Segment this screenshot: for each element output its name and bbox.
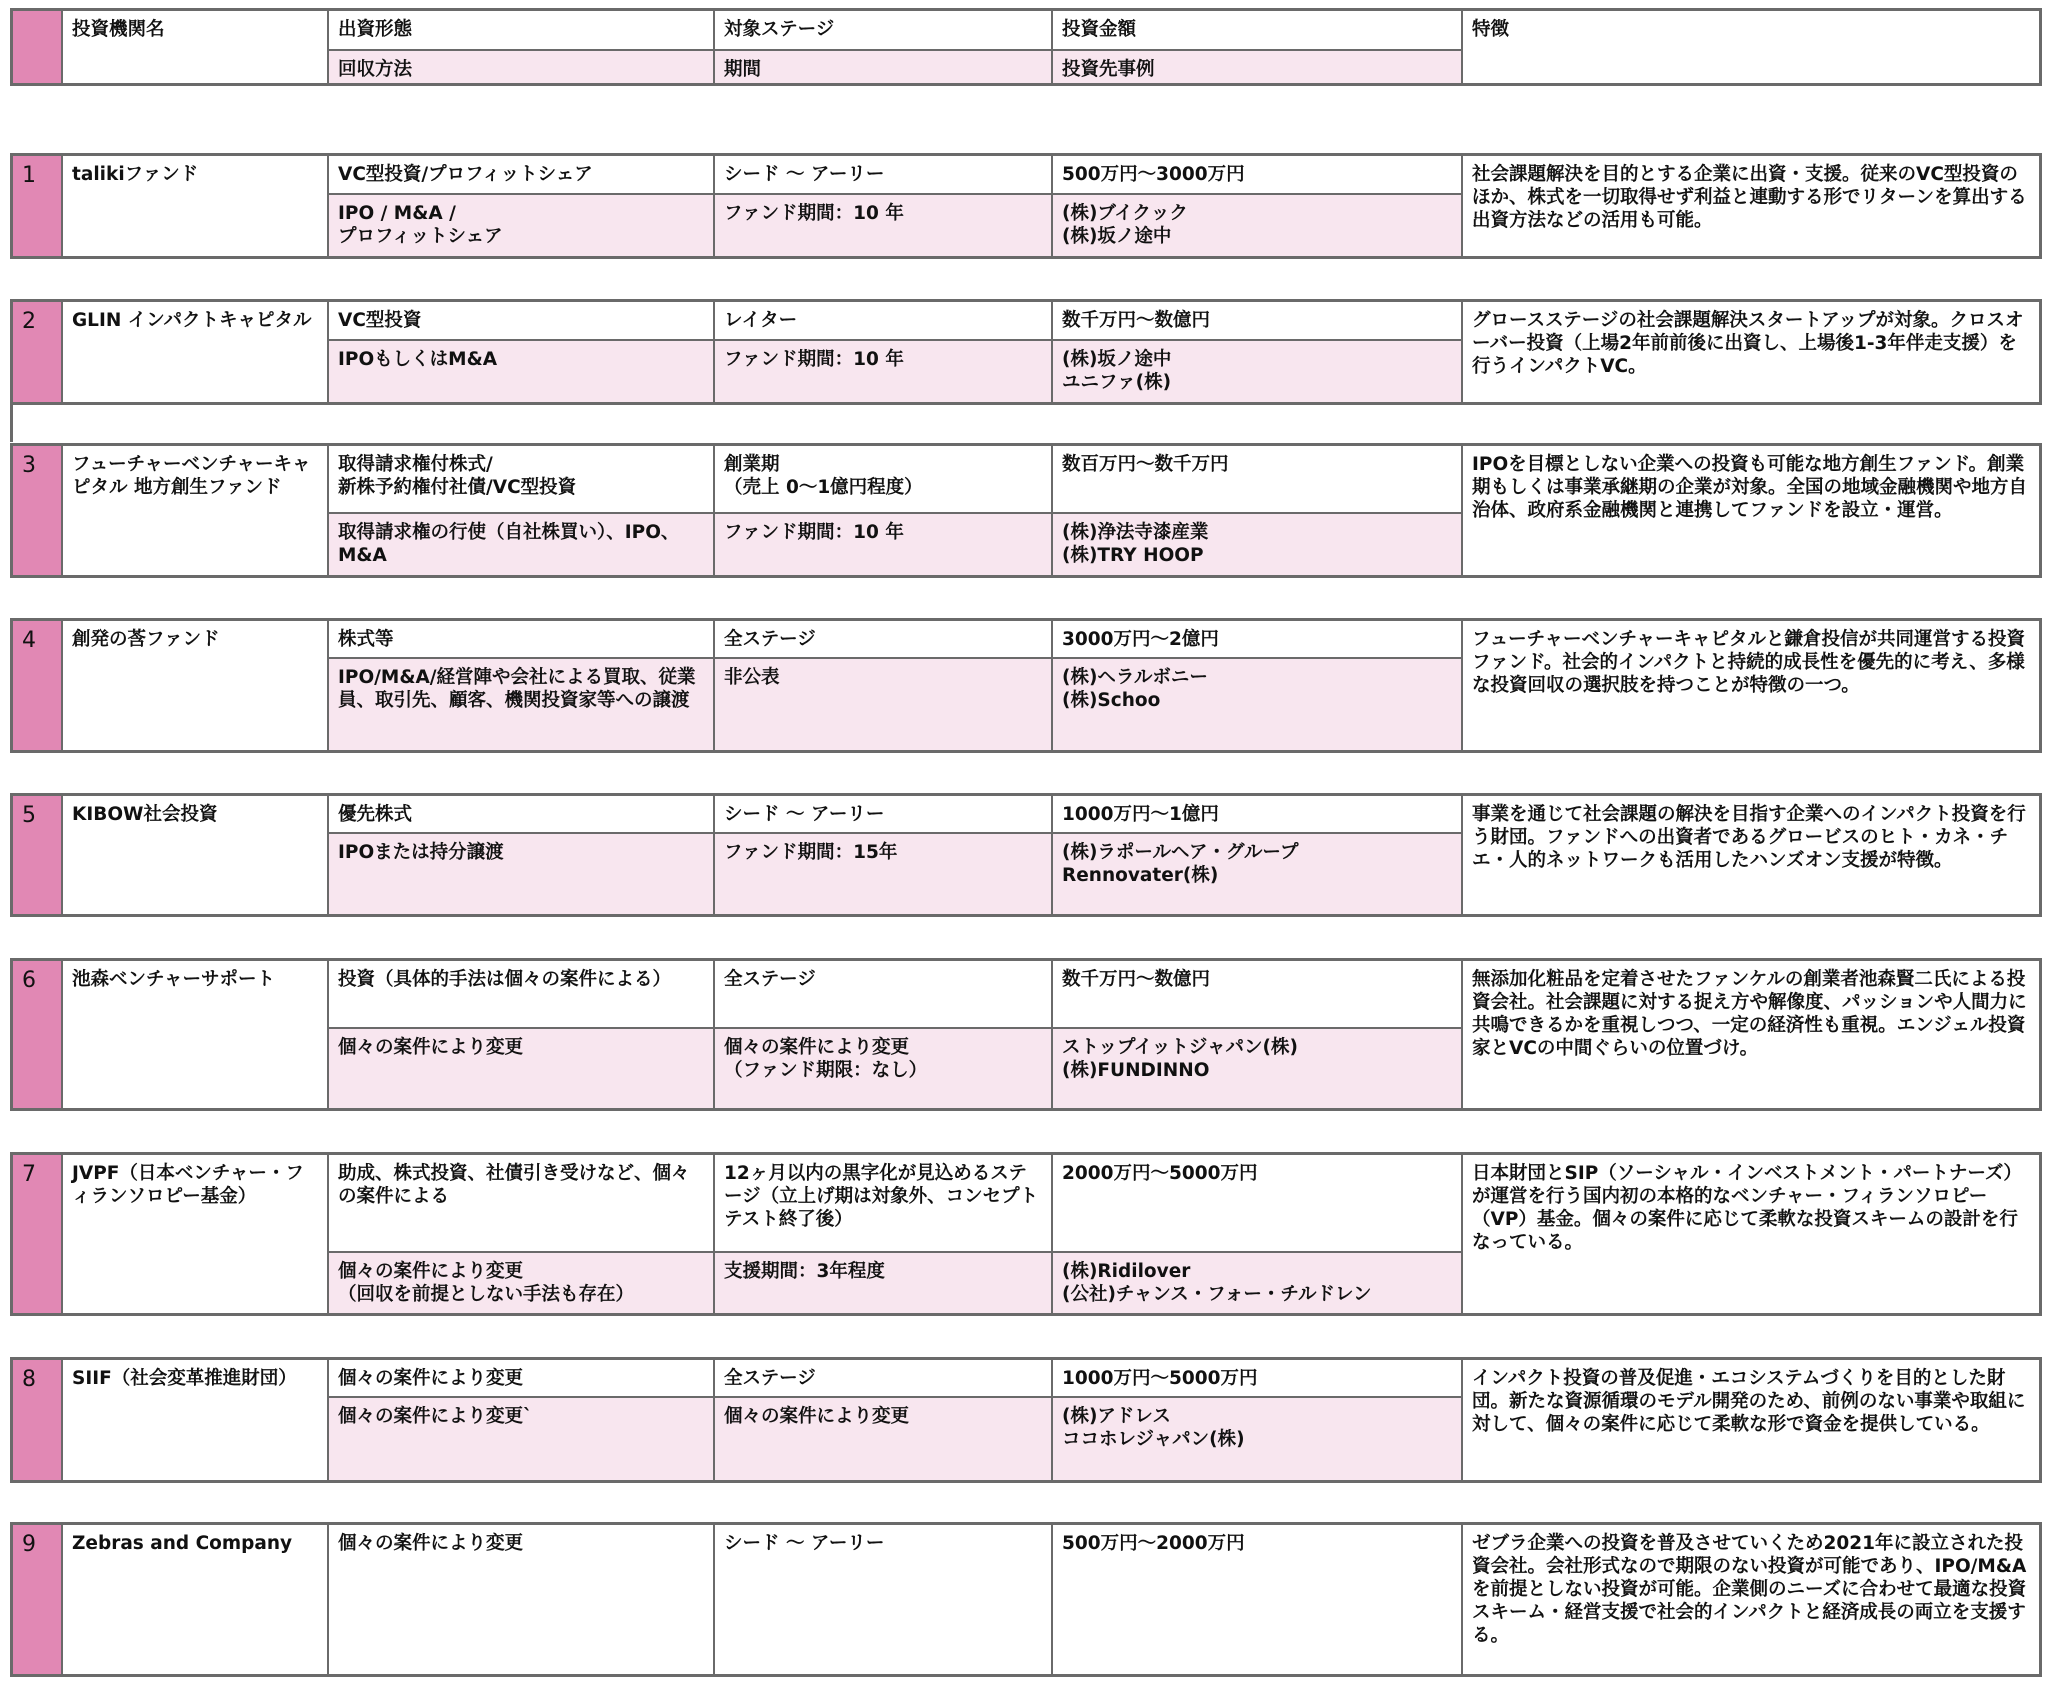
investor-name: Zebras and Company — [63, 1525, 329, 1674]
cell-feature: フューチャーベンチャーキャピタルと鎌倉投信が共同運営する投資ファンド。社会的インパクトと持続的成長性を優先的に考え、多様な投資回収の選択肢を持つことが特徴の一つ。 — [1472, 629, 2025, 696]
row-number: 6 — [13, 961, 63, 1108]
investor-name: KIBOW社会投資 — [63, 796, 329, 914]
row-number: 2 — [13, 302, 63, 402]
cell-portfolio: (株)坂ノ途中 ユニファ(株) — [1053, 339, 1463, 402]
cell-amount: 500万円〜2000万円 — [1053, 1525, 1463, 1674]
header-num-cell — [13, 11, 63, 83]
table-row — [10, 1357, 2042, 1483]
investor-name: フューチャーベンチャーキャピタル 地方創生ファンド — [63, 446, 329, 575]
cell-feature: 社会課題解決を目的とする企業に出資・支援。従来のVC型投資のほか、株式を一切取得せず利益と連動する形でリターンを算出する出資方法などの活用も可能。 — [1472, 164, 2027, 231]
cell-exit: 個々の案件により変更 — [329, 1027, 715, 1108]
cell-exit: 個々の案件により変更 （回収を前提としない手法も存在） — [329, 1251, 715, 1313]
header-form: 出資形態 — [329, 11, 715, 49]
cell-feature: IPOを目標としない企業への投資も可能な地方創生ファンド。創業期もしくは事業承継期の企業が対象。全国の地域金融機関や地方自治体、政府系金融機関と連携してファンドを設立・運営。 — [1472, 454, 2028, 521]
cell-form: 投資（具体的手法は個々の案件による） — [329, 961, 715, 1027]
row-number: 8 — [13, 1360, 63, 1480]
header-amount: 投資金額 — [1053, 11, 1463, 49]
cell-form: 取得請求権付株式/ 新株予約権付社債/VC型投資 — [329, 446, 715, 512]
cell-form: 優先株式 — [329, 796, 715, 832]
cell-stage: シード 〜 アーリー — [715, 796, 1053, 832]
cell-portfolio: (株)アドレス ココホレジャパン(株) — [1053, 1396, 1463, 1480]
cell-feature: 日本財団とSIP（ソーシャル・インベストメント・パートナーズ）が運営を行う国内初の本格的なベンチャー・フィランソロピー（VP）基金。個々の案件に応じて柔軟な投資スキームの設計を行なっている。 — [1472, 1163, 2022, 1253]
cell-stage: 創業期 （売上 0〜1億円程度） — [715, 446, 1053, 512]
row-number: 9 — [13, 1525, 63, 1674]
investor-name: 創発の莟ファンド — [63, 621, 329, 750]
cell-portfolio: (株)浄法寺漆産業 (株)TRY HOOP — [1053, 512, 1463, 575]
cell-portfolio: (株)ヘラルボニー (株)Schoo — [1053, 657, 1463, 750]
cell-form: 株式等 — [329, 621, 715, 657]
header-period: 期間 — [715, 49, 1053, 83]
cell-exit: IPO/M&A/経営陣や会社による買取、従業員、取引先、顧客、機関投資家等への譲渡 — [329, 657, 715, 750]
cell-period: 支援期間：3年程度 — [715, 1251, 1053, 1313]
table-row — [10, 443, 2042, 578]
header-name: 投資機関名 — [63, 11, 329, 83]
row-number: 3 — [13, 446, 63, 575]
cell-period: 非公表 — [715, 657, 1053, 750]
table-row — [10, 153, 2042, 259]
table-row — [10, 1152, 2042, 1316]
cell-exit: 取得請求権の行使（自社株買い）、IPO、M&A — [329, 512, 715, 575]
investor-name: 池森ベンチャーサポート — [63, 961, 329, 1108]
table-header — [10, 8, 2042, 86]
cell-exit: IPOまたは持分譲渡 — [329, 832, 715, 914]
cell-stage: 全ステージ — [715, 1360, 1053, 1396]
cell-stage: シード 〜 アーリー — [715, 1525, 1053, 1674]
cell-feature: 事業を通じて社会課題の解決を目指す企業へのインパクト投資を行う財団。ファンドへの出資者であるグロービスのヒト・カネ・チエ・人的ネットワークも活用したハンズオン支援が特徴。 — [1472, 804, 2026, 871]
investor-name: talikiファンド — [63, 156, 329, 256]
cell-exit: 個々の案件により変更` — [329, 1396, 715, 1480]
cell-period: 個々の案件により変更 — [715, 1396, 1053, 1480]
investor-name: SIIF（社会変革推進財団） — [63, 1360, 329, 1480]
cell-period: ファンド期間：10 年 — [715, 339, 1053, 402]
cell-portfolio: (株)ラポールヘア・グループ Rennovater(株) — [1053, 832, 1463, 914]
table-row — [10, 299, 2042, 405]
cell-form: 個々の案件により変更 — [329, 1360, 715, 1396]
cell-exit: IPO / M&A / プロフィットシェア — [329, 193, 715, 256]
cell-form: 助成、株式投資、社債引き受けなど、個々の案件による — [329, 1155, 715, 1251]
cell-amount: 500万円〜3000万円 — [1053, 156, 1463, 193]
cell-amount: 数百万円〜数千万円 — [1053, 446, 1463, 512]
cell-stage: シード 〜 アーリー — [715, 156, 1053, 193]
cell-portfolio: (株)ブイクック (株)坂ノ途中 — [1053, 193, 1463, 256]
row-number: 7 — [13, 1155, 63, 1313]
cell-stage: 12ヶ月以内の黒字化が見込めるステージ（立上げ期は対象外、コンセプトテスト終了後） — [715, 1155, 1053, 1251]
cell-stage: 全ステージ — [715, 961, 1053, 1027]
header-exit: 回収方法 — [329, 49, 715, 83]
cell-feature: 無添加化粧品を定着させたファンケルの創業者池森賢二氏による投資会社。社会課題に対する捉え方や解像度、パッションや人間力に共鳴できるかを重視しつつ、一定の経済性も重視。エンジェル投資家とVCの中間ぐらいの位置づけ。 — [1472, 969, 2027, 1059]
investor-name: JVPF（日本ベンチャー・フィランソロピー基金） — [63, 1155, 329, 1313]
table-row — [10, 618, 2042, 753]
cell-amount: 1000万円〜5000万円 — [1053, 1360, 1463, 1396]
header-stage: 対象ステージ — [715, 11, 1053, 49]
cell-stage: レイター — [715, 302, 1053, 339]
cell-amount: 1000万円〜1億円 — [1053, 796, 1463, 832]
cell-portfolio: (株)Ridilover (公社)チャンス・フォー・チルドレン — [1053, 1251, 1463, 1313]
header-portfolio: 投資先事例 — [1053, 49, 1463, 83]
cell-amount: 数千万円〜数億円 — [1053, 302, 1463, 339]
table-row — [10, 958, 2042, 1111]
cell-amount: 2000万円〜5000万円 — [1053, 1155, 1463, 1251]
cell-form: VC型投資 — [329, 302, 715, 339]
cell-feature: インパクト投資の普及促進・エコシステムづくりを目的とした財団。新たな資源循環のモデル開発のため、前例のない事業や取組に対して、個々の案件に応じて柔軟な形で資金を提供している。 — [1472, 1368, 2026, 1435]
cell-form: VC型投資/プロフィットシェア — [329, 156, 715, 193]
cell-period: ファンド期間：15年 — [715, 832, 1053, 914]
row-number: 4 — [13, 621, 63, 750]
cell-amount: 数千万円〜数億円 — [1053, 961, 1463, 1027]
investor-name: GLIN インパクトキャピタル — [63, 302, 329, 402]
cell-amount: 3000万円〜2億円 — [1053, 621, 1463, 657]
cell-feature: グロースステージの社会課題解決スタートアップが対象。クロスオーバー投資（上場2年前前後に出資し、上場後1-3年伴走支援）を行うインパクトVC。 — [1472, 310, 2024, 377]
cell-exit: IPOもしくはM&A — [329, 339, 715, 402]
cell-portfolio: ストップイットジャパン(株) (株)FUNDINNO — [1053, 1027, 1463, 1108]
cell-period: ファンド期間：10 年 — [715, 193, 1053, 256]
cell-feature: ゼブラ企業への投資を普及させていくため2021年に設立された投資会社。会社形式なので期限のない投資が可能であり、IPO/M&Aを前提としない投資が可能。企業側のニーズに合わせて最適な投資スキーム・経営支援で社会的インパクトと経済成長の両立を支援する。 — [1472, 1533, 2027, 1646]
cell-form: 個々の案件により変更 — [329, 1525, 715, 1674]
cell-period: ファンド期間：10 年 — [715, 512, 1053, 575]
cell-period: 個々の案件により変更 （ファンド期限：なし） — [715, 1027, 1053, 1108]
row-number: 1 — [13, 156, 63, 256]
table-row — [10, 1522, 2042, 1677]
divider-bar — [10, 404, 13, 442]
table-row — [10, 793, 2042, 917]
row-number: 5 — [13, 796, 63, 914]
cell-stage: 全ステージ — [715, 621, 1053, 657]
header-feature: 特徴 — [1472, 19, 1510, 40]
